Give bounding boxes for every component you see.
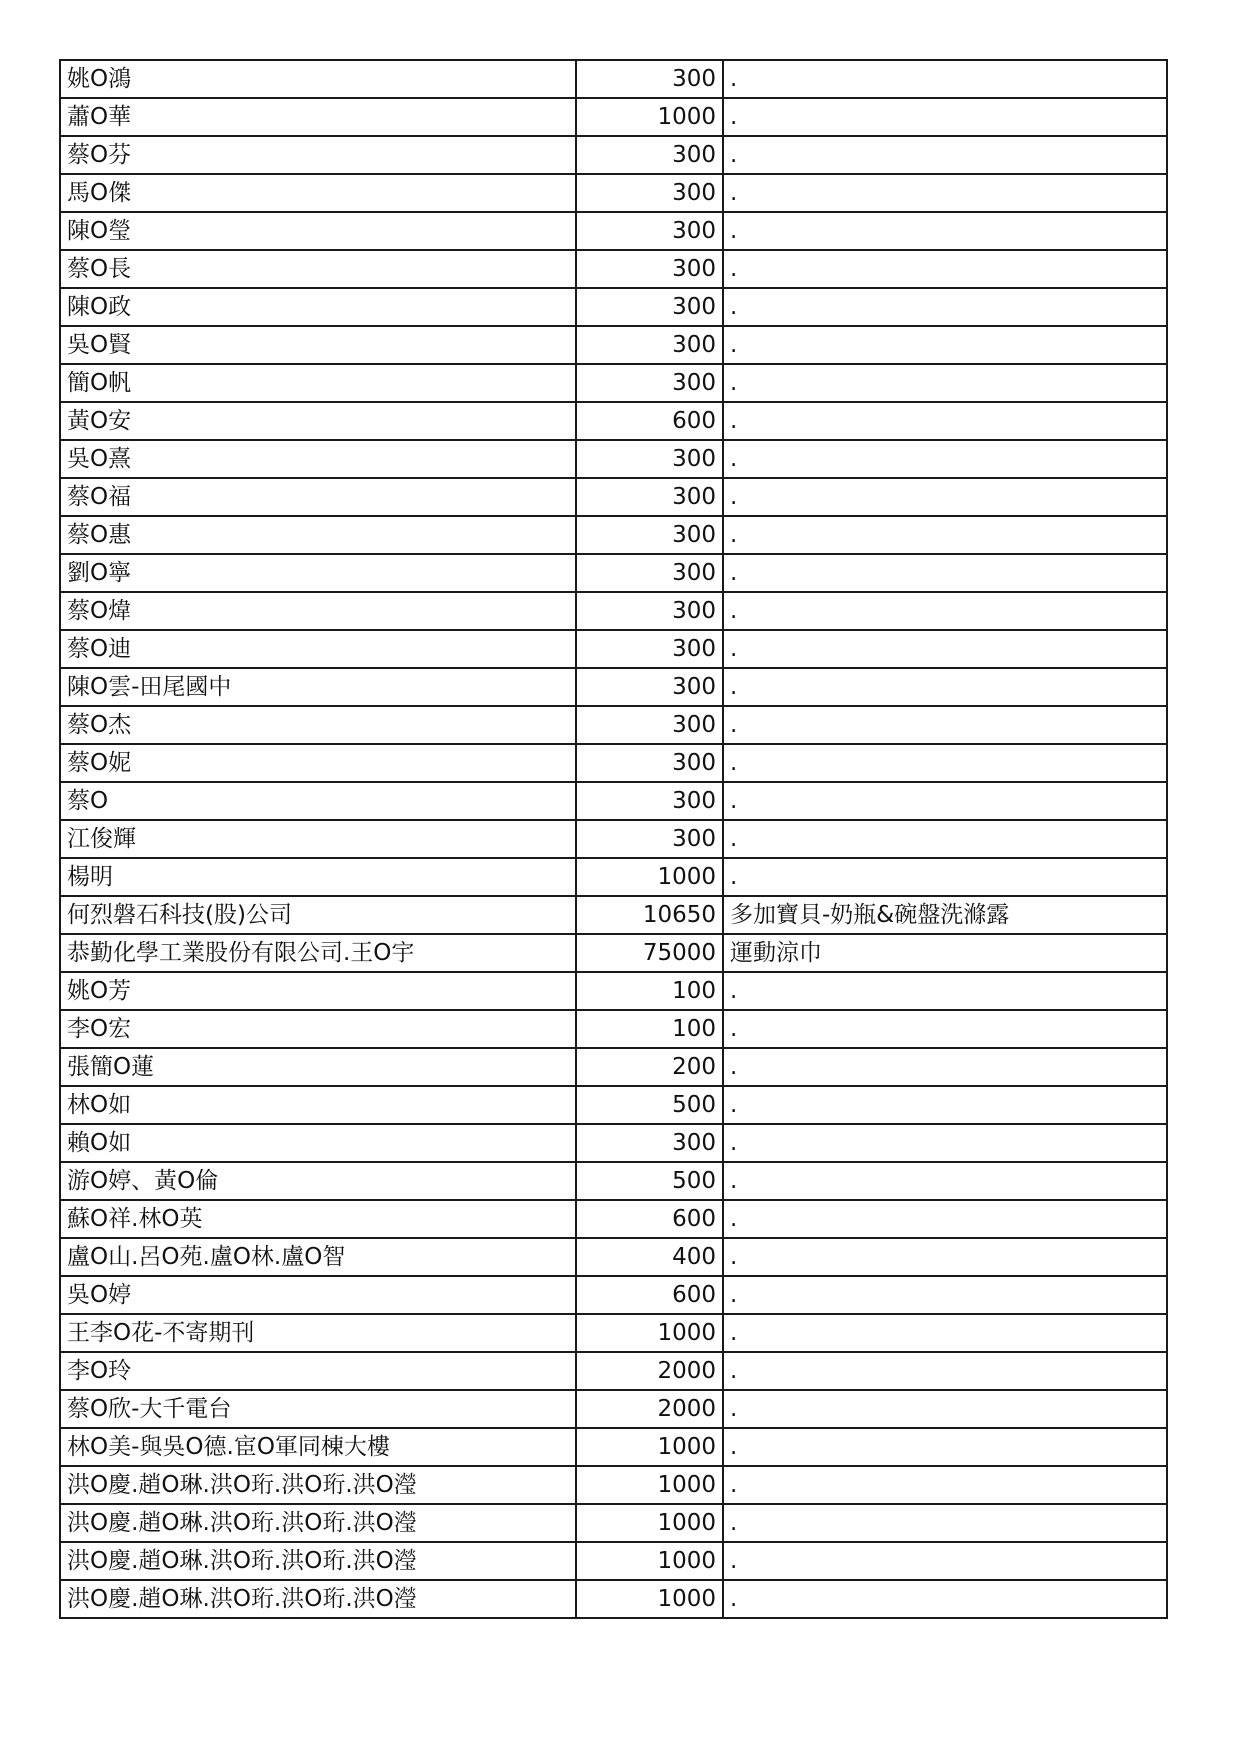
donor-name-cell: 洪O慶.趙O琳.洪O珩.洪O珩.洪O瀅 [60, 1466, 576, 1504]
table-row [60, 1352, 1167, 1390]
donation-amount-cell: 300 [576, 478, 723, 516]
donation-note-cell: . [723, 60, 1167, 98]
donation-amount-cell: 400 [576, 1238, 723, 1276]
donation-note-cell: . [723, 592, 1167, 630]
donation-table-body [60, 60, 1167, 1618]
donation-note-cell: . [723, 1010, 1167, 1048]
donor-name-cell: 王李O花-不寄期刊 [60, 1314, 576, 1352]
donor-name-cell: 蔡O惠 [60, 516, 576, 554]
table-row [60, 1238, 1167, 1276]
donation-amount-cell: 75000 [576, 934, 723, 972]
donation-note-cell: . [723, 250, 1167, 288]
donation-note-cell: . [723, 136, 1167, 174]
donor-name-cell: 李O玲 [60, 1352, 576, 1390]
donor-name-cell: 蔡O煒 [60, 592, 576, 630]
donation-amount-cell: 600 [576, 402, 723, 440]
donation-note-cell: . [723, 174, 1167, 212]
donation-amount-cell: 300 [576, 706, 723, 744]
donation-note-cell: . [723, 972, 1167, 1010]
donation-amount-cell: 100 [576, 1010, 723, 1048]
donor-name-cell: 姚O芳 [60, 972, 576, 1010]
table-row [60, 364, 1167, 402]
donor-name-cell: 簡O帆 [60, 364, 576, 402]
table-row [60, 516, 1167, 554]
table-row [60, 1048, 1167, 1086]
donor-name-cell: 蔡O福 [60, 478, 576, 516]
donor-name-cell: 楊明 [60, 858, 576, 896]
donation-amount-cell: 500 [576, 1086, 723, 1124]
donation-note-cell: . [723, 668, 1167, 706]
donor-name-cell: 游O婷、黃O倫 [60, 1162, 576, 1200]
donation-note-cell: . [723, 1428, 1167, 1466]
donation-note-cell: . [723, 1086, 1167, 1124]
donation-amount-cell: 600 [576, 1276, 723, 1314]
donation-amount-cell: 300 [576, 668, 723, 706]
table-row [60, 212, 1167, 250]
donation-note-cell: . [723, 820, 1167, 858]
donation-note-cell: . [723, 516, 1167, 554]
donation-amount-cell: 300 [576, 782, 723, 820]
table-row [60, 136, 1167, 174]
donation-note-cell: . [723, 1238, 1167, 1276]
donor-name-cell: 洪O慶.趙O琳.洪O珩.洪O珩.洪O瀅 [60, 1580, 576, 1618]
donor-name-cell: 黃O安 [60, 402, 576, 440]
donation-note-cell: . [723, 478, 1167, 516]
donor-name-cell: 劉O寧 [60, 554, 576, 592]
donor-name-cell: 蕭O華 [60, 98, 576, 136]
donation-amount-cell: 600 [576, 1200, 723, 1238]
donation-amount-cell: 300 [576, 326, 723, 364]
donation-note-cell: . [723, 744, 1167, 782]
donor-name-cell: 何烈磐石科技(股)公司 [60, 896, 576, 934]
table-row [60, 478, 1167, 516]
donor-name-cell: 蔡O迪 [60, 630, 576, 668]
donation-note-cell: . [723, 212, 1167, 250]
table-row [60, 858, 1167, 896]
table-row [60, 1124, 1167, 1162]
donation-amount-cell: 300 [576, 174, 723, 212]
donor-name-cell: 吳O熹 [60, 440, 576, 478]
donation-note-cell: 多加寶貝-奶瓶&碗盤洗滌露 [723, 896, 1167, 934]
table-row [60, 896, 1167, 934]
table-row [60, 326, 1167, 364]
donation-note-cell: 運動涼巾 [723, 934, 1167, 972]
donation-note-cell: . [723, 1390, 1167, 1428]
donation-amount-cell: 300 [576, 744, 723, 782]
donation-amount-cell: 2000 [576, 1390, 723, 1428]
donation-note-cell: . [723, 782, 1167, 820]
donation-note-cell: . [723, 1466, 1167, 1504]
donation-amount-cell: 300 [576, 440, 723, 478]
donation-note-cell: . [723, 1162, 1167, 1200]
table-row [60, 1314, 1167, 1352]
donation-amount-cell: 500 [576, 1162, 723, 1200]
table-row [60, 1504, 1167, 1542]
donation-amount-cell: 300 [576, 1124, 723, 1162]
donor-name-cell: 蘇O祥.林O英 [60, 1200, 576, 1238]
donation-amount-cell: 10650 [576, 896, 723, 934]
table-row [60, 1200, 1167, 1238]
donor-name-cell: 洪O慶.趙O琳.洪O珩.洪O珩.洪O瀅 [60, 1504, 576, 1542]
table-row [60, 288, 1167, 326]
table-row [60, 60, 1167, 98]
table-row [60, 630, 1167, 668]
donation-amount-cell: 1000 [576, 1542, 723, 1580]
donation-note-cell: . [723, 326, 1167, 364]
donation-note-cell: . [723, 858, 1167, 896]
donation-note-cell: . [723, 402, 1167, 440]
donation-note-cell: . [723, 288, 1167, 326]
donation-amount-cell: 1000 [576, 1428, 723, 1466]
table-row [60, 820, 1167, 858]
donation-amount-cell: 300 [576, 288, 723, 326]
donation-note-cell: . [723, 630, 1167, 668]
donation-amount-cell: 200 [576, 1048, 723, 1086]
donation-amount-cell: 300 [576, 820, 723, 858]
table-row [60, 592, 1167, 630]
donation-note-cell: . [723, 98, 1167, 136]
donation-amount-cell: 300 [576, 554, 723, 592]
donation-note-cell: . [723, 706, 1167, 744]
donor-name-cell: 姚O鴻 [60, 60, 576, 98]
donation-note-cell: . [723, 1352, 1167, 1390]
donation-note-cell: . [723, 1276, 1167, 1314]
donor-name-cell: 陳O政 [60, 288, 576, 326]
donor-name-cell: 李O宏 [60, 1010, 576, 1048]
donation-note-cell: . [723, 1200, 1167, 1238]
donor-name-cell: 陳O雲-田尾國中 [60, 668, 576, 706]
donation-amount-cell: 1000 [576, 1466, 723, 1504]
table-row [60, 440, 1167, 478]
donation-amount-cell: 300 [576, 60, 723, 98]
table-row [60, 250, 1167, 288]
donor-name-cell: 林O美-與吳O德.宦O軍同棟大樓 [60, 1428, 576, 1466]
donation-note-cell: . [723, 554, 1167, 592]
donation-amount-cell: 100 [576, 972, 723, 1010]
donation-amount-cell: 300 [576, 250, 723, 288]
donation-amount-cell: 1000 [576, 1580, 723, 1618]
table-row [60, 668, 1167, 706]
table-row [60, 706, 1167, 744]
donation-amount-cell: 2000 [576, 1352, 723, 1390]
donation-amount-cell: 300 [576, 136, 723, 174]
donor-name-cell: 蔡O長 [60, 250, 576, 288]
donor-name-cell: 蔡O芬 [60, 136, 576, 174]
donation-amount-cell: 300 [576, 592, 723, 630]
donation-note-cell: . [723, 1542, 1167, 1580]
table-row [60, 972, 1167, 1010]
table-row [60, 174, 1167, 212]
donation-note-cell: . [723, 364, 1167, 402]
donor-name-cell: 馬O傑 [60, 174, 576, 212]
donor-name-cell: 張簡O蓮 [60, 1048, 576, 1086]
table-row [60, 1428, 1167, 1466]
donor-name-cell: 恭勤化學工業股份有限公司.王O宇 [60, 934, 576, 972]
donor-name-cell: 蔡O杰 [60, 706, 576, 744]
table-row [60, 1390, 1167, 1428]
donation-amount-cell: 1000 [576, 1504, 723, 1542]
donation-amount-cell: 1000 [576, 1314, 723, 1352]
table-row [60, 1010, 1167, 1048]
donation-note-cell: . [723, 1314, 1167, 1352]
table-row [60, 1580, 1167, 1618]
donor-name-cell: 吳O婷 [60, 1276, 576, 1314]
table-row [60, 554, 1167, 592]
donation-amount-cell: 300 [576, 364, 723, 402]
table-row [60, 98, 1167, 136]
donation-note-cell: . [723, 1504, 1167, 1542]
donation-note-cell: . [723, 1124, 1167, 1162]
donation-amount-cell: 1000 [576, 98, 723, 136]
donation-note-cell: . [723, 1580, 1167, 1618]
donor-name-cell: 蔡O [60, 782, 576, 820]
table-row [60, 1466, 1167, 1504]
table-row [60, 782, 1167, 820]
table-row [60, 1162, 1167, 1200]
donation-note-cell: . [723, 440, 1167, 478]
table-row [60, 744, 1167, 782]
table-row [60, 402, 1167, 440]
donor-name-cell: 陳O瑩 [60, 212, 576, 250]
table-row [60, 1276, 1167, 1314]
donation-note-cell: . [723, 1048, 1167, 1086]
donor-name-cell: 吳O賢 [60, 326, 576, 364]
donor-name-cell: 蔡O妮 [60, 744, 576, 782]
donor-name-cell: 江俊輝 [60, 820, 576, 858]
table-row [60, 1542, 1167, 1580]
donor-name-cell: 賴O如 [60, 1124, 576, 1162]
table-row [60, 1086, 1167, 1124]
donation-amount-cell: 300 [576, 212, 723, 250]
donor-name-cell: 林O如 [60, 1086, 576, 1124]
donor-name-cell: 洪O慶.趙O琳.洪O珩.洪O珩.洪O瀅 [60, 1542, 576, 1580]
donation-sheet [59, 59, 1166, 1619]
donation-amount-cell: 1000 [576, 858, 723, 896]
table-row [60, 934, 1167, 972]
donor-name-cell: 盧O山.呂O苑.盧O林.盧O智 [60, 1238, 576, 1276]
donation-table [59, 59, 1168, 1619]
donor-name-cell: 蔡O欣-大千電台 [60, 1390, 576, 1428]
donation-amount-cell: 300 [576, 516, 723, 554]
donation-amount-cell: 300 [576, 630, 723, 668]
